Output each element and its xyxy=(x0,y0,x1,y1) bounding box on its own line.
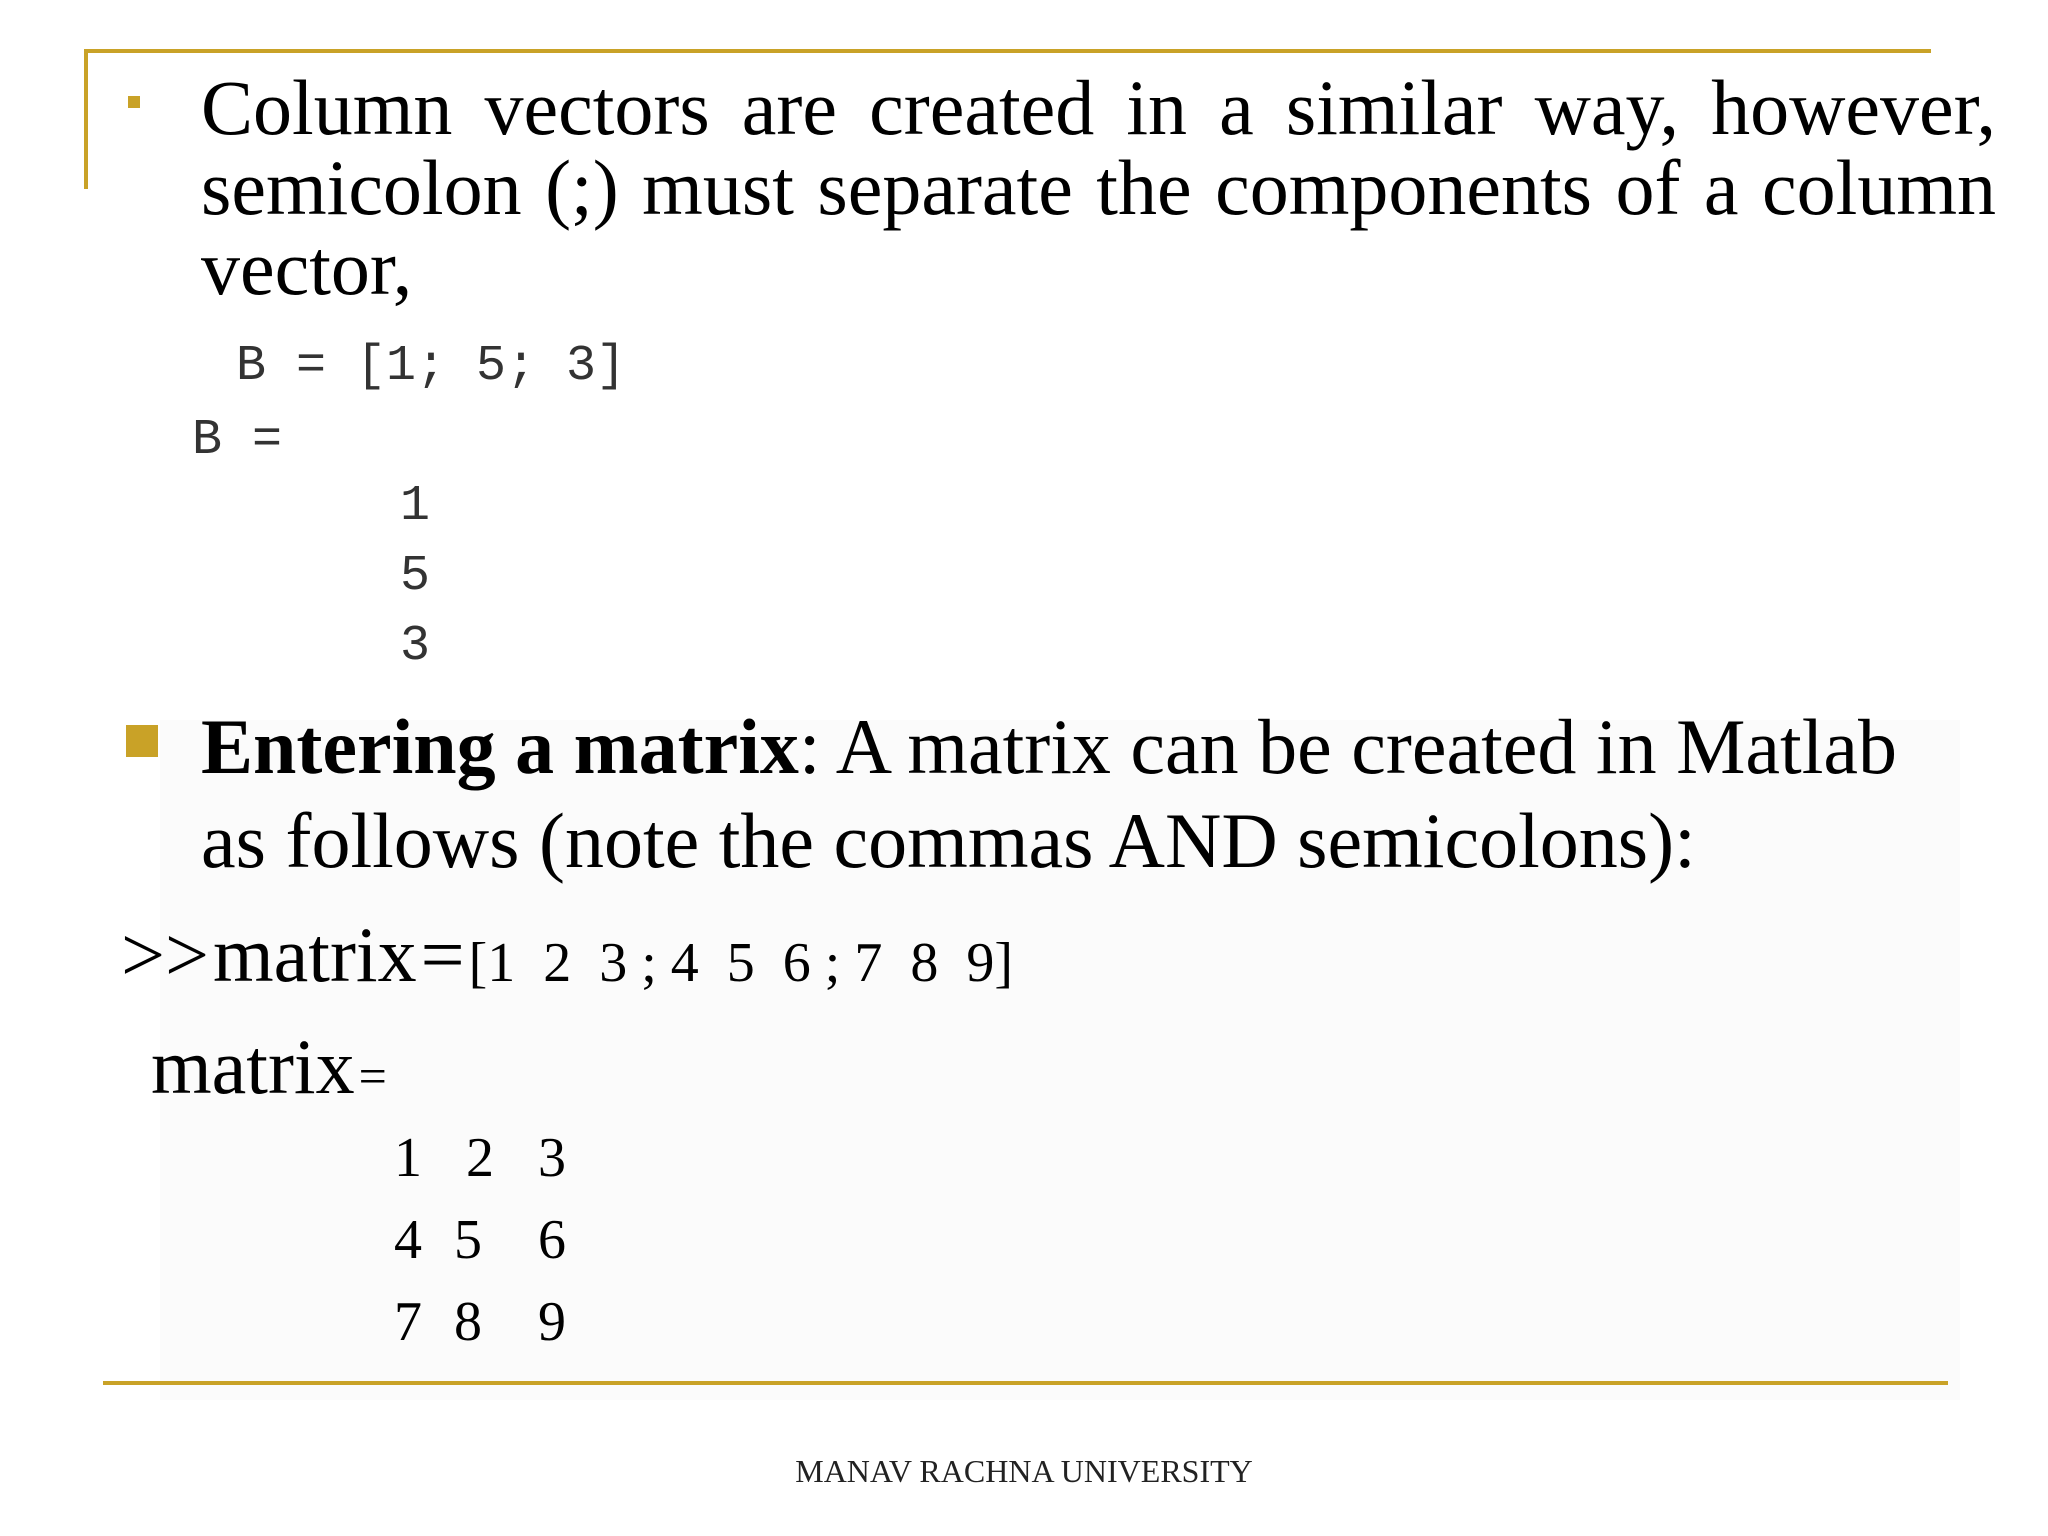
bullet-square-icon xyxy=(128,96,140,108)
bullet-square-icon xyxy=(126,725,158,757)
matrix-result-line xyxy=(151,1022,387,1112)
matrix-cell: 8 xyxy=(454,1291,482,1353)
code-output-value: 3 xyxy=(400,618,431,675)
code-output-label: B = xyxy=(192,412,283,469)
matrix-assignment-value: [1 2 3 ; 4 5 6 ; 7 8 9] xyxy=(468,932,1014,994)
code-output-value: 5 xyxy=(400,548,431,605)
matrix-cell: 4 xyxy=(394,1209,422,1271)
code-output-value: 1 xyxy=(400,478,431,535)
matrix-cell: 2 xyxy=(466,1127,494,1189)
matrix-paragraph xyxy=(201,700,1961,888)
matrix-description: : A matrix can be created in Matlab as follows (note the commas AND semicolons): xyxy=(201,703,1898,884)
top-rule xyxy=(84,49,1931,53)
result-equals-sign: = xyxy=(358,1048,387,1104)
bottom-rule xyxy=(103,1381,1948,1385)
matrix-cell: 3 xyxy=(538,1127,566,1189)
matrix-cell: 7 xyxy=(394,1291,422,1353)
left-rule xyxy=(84,49,88,189)
prompt: >> xyxy=(121,911,209,998)
footer-university-name: MANAV RACHNA UNIVERSITY xyxy=(795,1453,1253,1489)
matrix-cell: 5 xyxy=(454,1209,482,1271)
matrix-cell: 9 xyxy=(538,1291,566,1353)
matrix-command-line xyxy=(121,910,1013,1000)
result-variable: matrix xyxy=(151,1023,355,1110)
column-vector-paragraph: Column vectors are created in a similar way, however, semicolon (;) must separate the components of a column vector, xyxy=(201,64,1996,311)
equals-sign: = xyxy=(420,911,465,998)
matrix-cell: 6 xyxy=(538,1209,566,1271)
code-command: B = [1; 5; 3] xyxy=(236,338,627,395)
matrix-variable: matrix xyxy=(212,911,417,998)
matrix-heading: Entering a matrix xyxy=(201,703,799,790)
matrix-cell: 1 xyxy=(394,1127,422,1189)
